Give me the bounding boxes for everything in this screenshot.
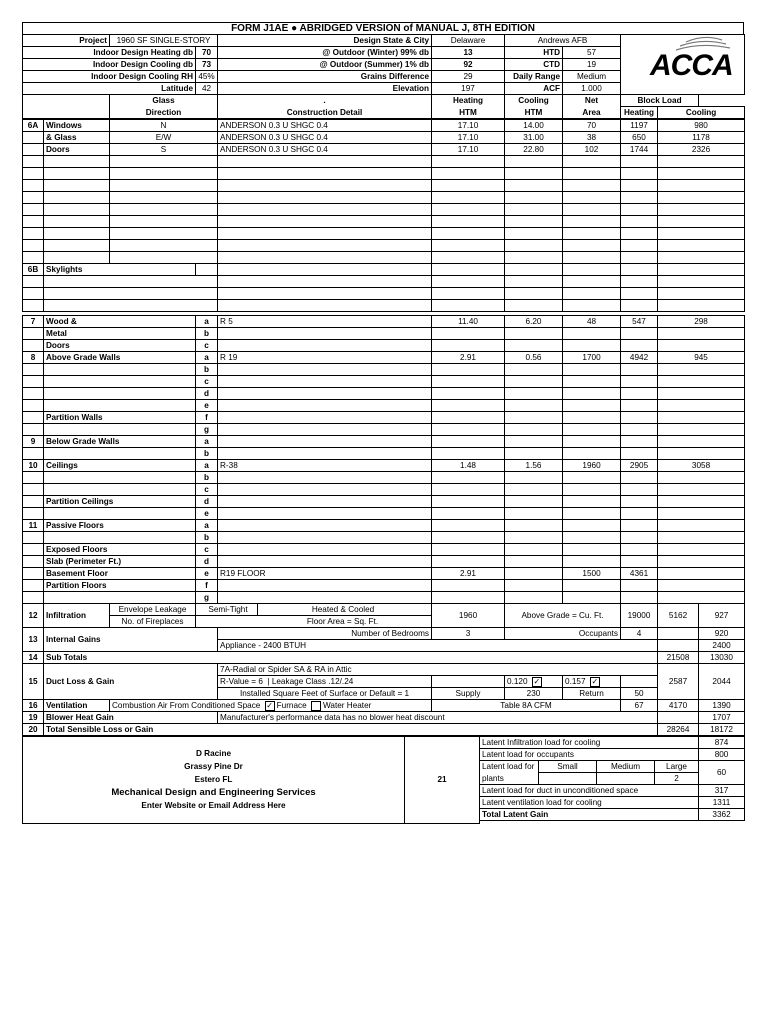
envelope-value[interactable]: Semi-Tight (199, 604, 258, 615)
column-header-bottom: Direction Construction Detail HTM HTM Area Heating Cooling (23, 107, 745, 119)
ceilings-row: c (23, 484, 745, 496)
walls-row: c (23, 376, 745, 388)
company-block: D Racine Grassy Pine Dr Estero FL Mechanical Design and Engineering Services Enter Website or Email Address Here (23, 737, 405, 824)
skylight-empty-row (23, 276, 745, 288)
floors-row: 11 Passive Floors a (23, 520, 745, 532)
state-value[interactable]: Delaware (432, 35, 505, 47)
footer-table (22, 736, 745, 824)
window-empty-row (23, 252, 745, 264)
floors-row: Basement Floor e R19 FLOOR 2.91 1500 4361 (23, 568, 745, 580)
duct-ret: 0.157 ✓ (563, 676, 621, 688)
latent-plants-row: Latent load for Small Medium Large 60 (23, 761, 745, 773)
column-header-top: Glass . Heating Cooling Net Block Load (23, 95, 745, 107)
floors-row: b (23, 532, 745, 544)
vent-combustion-cell: Combustion Air From Conditioned Space ✓ Furnace Water Heater (110, 700, 432, 712)
latent-occ-row: Latent load for occupants 800 (23, 749, 745, 761)
return-check-icon[interactable]: ✓ (591, 676, 599, 686)
window-row: 6A Windows N ANDERSON 0.3 U SHGC 0.4 17.10 14.00 70 1197 980 (23, 120, 745, 132)
infiltration-row: 12 Infiltration Envelope Leakage Semi-Tight Heated & Cooled 1960 Above Grade = Cu. Ft. 19000 5162 927 (23, 604, 745, 616)
logo-text: ACCA (650, 49, 733, 82)
ceilings-row: b (23, 472, 745, 484)
doors-row: 7 Wood & a R 5 11.40 6.20 48 547 298 (23, 316, 745, 328)
total-row: 20 Total Sensible Loss or Gain 28264 18172 (23, 724, 745, 736)
ventilation-row: 16 Ventilation Combustion Air From Conditioned Space ✓ Furnace Water Heater Table 8A CFM 67 4170 1390 (23, 700, 745, 712)
window-empty-row (23, 240, 745, 252)
duct-row-3: Installed Square Feet of Surface or Default = 1 Supply 230 Return 50 (23, 688, 745, 700)
latent-duct-row: Latent load for duct in unconditioned space 317 (23, 785, 745, 797)
duct-sup: 0.120 ✓ (505, 676, 563, 688)
water-heater-check-icon[interactable] (311, 701, 321, 711)
header-row-3: Indoor Design Cooling db 73 @ Outdoor (Summer) 1% db 92 CTD 19 (23, 59, 745, 71)
window-empty-row (23, 216, 745, 228)
project-value[interactable]: 1960 SF SINGLE-STORY (110, 35, 218, 47)
floors-row: Slab (Perimeter Ft.) d (23, 556, 745, 568)
latent-infil-row: D Racine Grassy Pine Dr Estero FL Mechanical Design and Engineering Services Enter Website or Email Address Here 21 Latent Infiltration load for cooling 874 (23, 737, 745, 749)
latent-total-row: Total Latent Gain 3362 (23, 809, 745, 821)
infil-envelope-cell: Semi-Tight Heated & Cooled (196, 604, 432, 616)
header-row-4: Indoor Design Cooling RH 45% Grains Difference 29 Daily Range Medium (23, 71, 745, 83)
subtotals-row: 14 Sub Totals 21508 13030 (23, 652, 745, 664)
supply-check-icon[interactable]: ✓ (533, 676, 541, 686)
ceilings-row: e (23, 508, 745, 520)
window-empty-row (23, 204, 745, 216)
below-row: b (23, 448, 745, 460)
floors-row: g (23, 592, 745, 604)
floors-row: Exposed Floors c (23, 544, 745, 556)
header-row-2: Indoor Design Heating db 70 @ Outdoor (Winter) 99% db 13 HTD 57 (23, 47, 745, 59)
window-empty-row (23, 168, 745, 180)
city-value[interactable]: Andrews AFB (505, 35, 621, 47)
window-empty-row (23, 156, 745, 168)
skylights-row: 6B Skylights (23, 264, 745, 276)
duct-rvalue-cell: R-Value = 6 | Leakage Class .12/.24 (218, 676, 432, 688)
skylight-empty-row (23, 300, 745, 312)
latent-vent-row: Latent ventilation load for cooling 1311 (23, 797, 745, 809)
window-empty-row (23, 192, 745, 204)
window-empty-row (23, 180, 745, 192)
doors-row: Metal b (23, 328, 745, 340)
skylight-empty-row (23, 288, 745, 300)
form-title: FORM J1AE ● ABRIDGED VERSION of MANUAL J, 8TH EDITION (22, 22, 744, 34)
ceilings-row: Partition Ceilings d (23, 496, 745, 508)
floors-row: Partition Floors f (23, 580, 745, 592)
latent-plants-row-2: plants 2 (23, 773, 745, 785)
internal-row-2: Appliance - 2400 BTUH 2400 (23, 640, 745, 652)
walls-row: d (23, 388, 745, 400)
walls-row: b (23, 364, 745, 376)
ceilings-row: 10 Ceilings a R-38 1.48 1.56 1960 2905 3058 (23, 460, 745, 472)
walls-row: 8 Above Grade Walls a R 19 2.91 0.56 1700 4942 945 (23, 352, 745, 364)
walls-row: g (23, 424, 745, 436)
blower-row: 19 Blower Heat Gain Manufacturer's performance data has no blower heat discount 1707 (23, 712, 745, 724)
walls-row: Partition Walls f (23, 412, 745, 424)
window-row: Doors S ANDERSON 0.3 U SHGC 0.4 17.10 22.80 102 1744 2326 (23, 144, 745, 156)
infiltration-row-2: No. of Fireplaces Floor Area = Sq. Ft. (23, 616, 745, 628)
header-row-5: Latitude 42 Elevation 197 ACF 1.000 (23, 83, 745, 95)
window-row: & Glass E/W ANDERSON 0.3 U SHGC 0.4 17.10 31.00 38 650 1178 (23, 132, 745, 144)
header-row-1: Project 1960 SF SINGLE-STORY Design State & City Delaware Andrews AFB (23, 35, 745, 47)
internal-row: 13 Internal Gains Number of Bedrooms 3 Occupants 4 920 (23, 628, 745, 640)
doors-row: Doors c (23, 340, 745, 352)
duct-row: 15 Duct Loss & Gain 7A-Radial or Spider SA & RA in Attic 2587 2044 (23, 664, 745, 676)
load-calc-form (22, 34, 745, 824)
walls-row: e (23, 400, 745, 412)
load-table (22, 119, 745, 736)
window-empty-row (23, 228, 745, 240)
furnace-check-icon[interactable]: ✓ (266, 700, 273, 710)
below-row: 9 Below Grade Walls a (23, 436, 745, 448)
